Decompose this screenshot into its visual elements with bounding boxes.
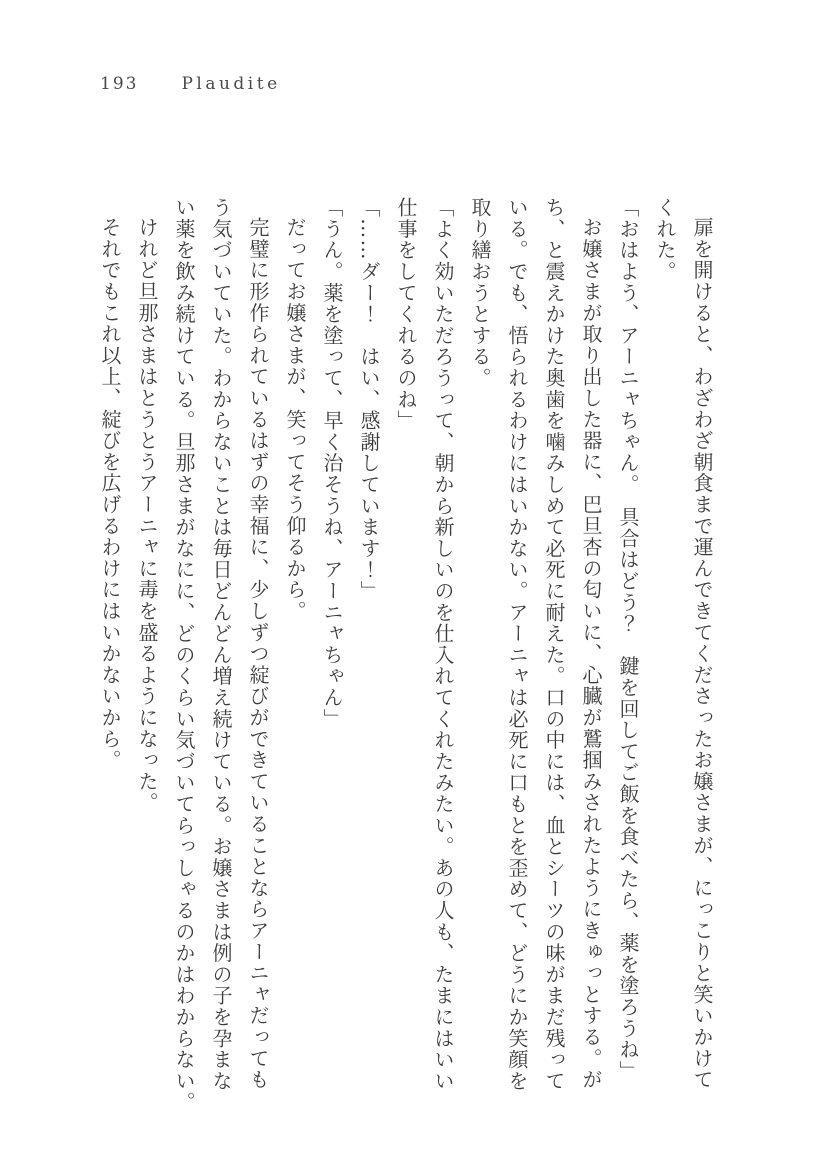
text-line: 仕事をしてくれるのね」	[394, 197, 418, 432]
text-line: 「よく効いただろうって、朝から新しいのを仕入れてくれたみたい。あの人も、たまにはいい	[431, 197, 455, 1092]
text-line: ち、と震えかけた奥歯を噛みしめて必死に耐えた。口の中には、血とシーツの味がまだ残って	[542, 197, 566, 1092]
text-line: それでもこれ以上、綻びを広げるわけにはいかないから。	[98, 217, 122, 771]
text-line: 「おはよう、アーニャちゃん。 具合はどう？ 鍵を回してご飯を食べたら、薬を塗ろうね」	[616, 197, 640, 1082]
text-line: お嬢さまが取り出した器に、巴旦杏の匂いに、心臓が鷲掴みされたようにきゅっとする。が	[579, 217, 603, 1091]
page-number: 193	[100, 74, 139, 94]
body-text	[91, 197, 720, 1122]
text-line: 取り繕おうとする。	[468, 197, 492, 389]
text-line: 「うん。薬を塗って、早く治そうね、アーニャちゃん」	[320, 197, 344, 730]
text-line: いる。でも、悟られるわけにはいかない。アーニャは必死に口もとを歪めて、どうにか笑顔を	[505, 197, 529, 1092]
text-line: う気づいていた。わからないことは毎日どんどん増え続けている。お嬢さまは例の子を孕まな	[209, 197, 233, 1092]
running-head	[100, 74, 281, 94]
text-line: だってお嬢さまが、笑ってそう仰るから。	[283, 217, 307, 622]
text-line: けれど旦那さまはとうとうアーニャに毒を盛るようになった。	[135, 217, 159, 814]
text-line: 扉を開けると、わざわざ朝食まで運んできてくださったお嬢さまが、にっこりと笑いかけて	[690, 217, 714, 1091]
text-line: 「……ダー！ はい、感謝しています！」	[357, 197, 381, 602]
running-title: Plaudite	[181, 74, 281, 94]
text-line: 完璧に形作られているはずの幸福に、少しずつ綻びができていることならアーニャだっても	[246, 217, 270, 1091]
text-line: くれた。	[653, 197, 677, 283]
text-line: い薬を飲み続けている。旦那さまがなにに、どのくらい気づいてらっしゃるのかはわからない。	[172, 197, 196, 1113]
